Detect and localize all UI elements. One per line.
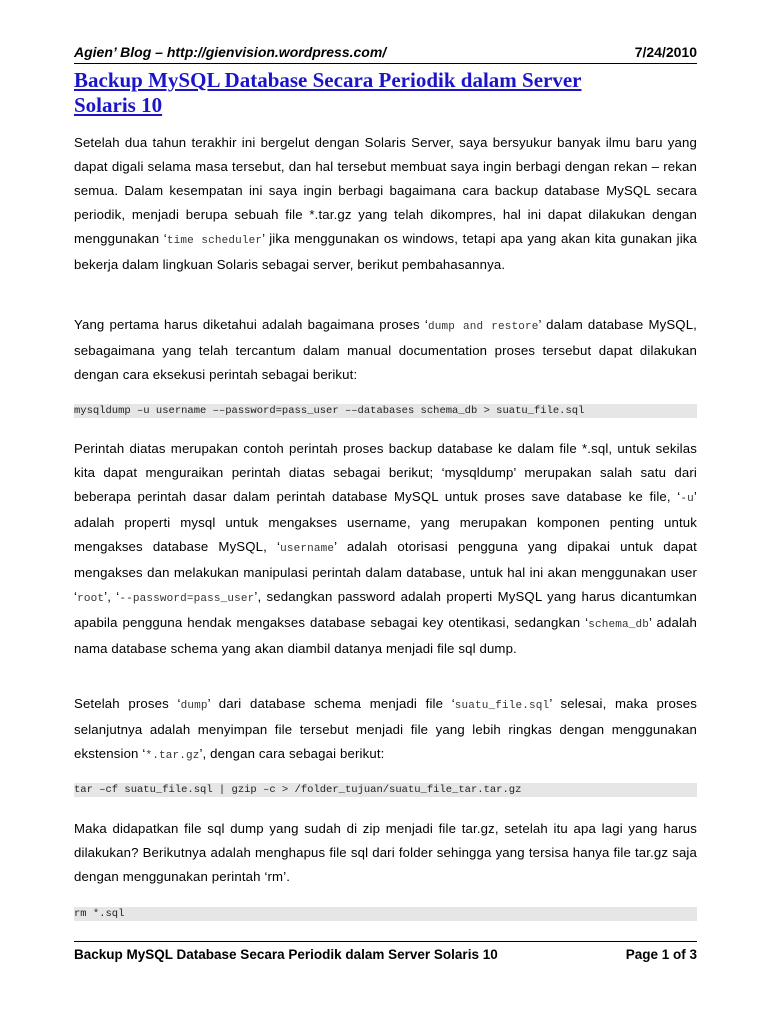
title-line-1[interactable]: Backup MySQL Database Secara Periodik dalam Server <box>74 68 582 92</box>
p3-text-c: ’ adalah otorisasi pengguna yang dipakai untuk dapat mengakses dan melakukan manipulasi perintah dalam database, untuk hal ini akan menggunakan user ‘ <box>74 539 697 604</box>
p3-text-b: ’ adalah properti mysql untuk mengakses username, yang merupakan komponen penting untuk mengakses database MySQL, ‘ <box>74 489 697 554</box>
header-date: 7/24/2010 <box>634 44 697 60</box>
p2-code-dump-restore: dump and restore <box>427 321 539 333</box>
p1-text-a: Setelah dua tahun terakhir ini bergelut dengan Solaris Server, saya bersyukur banyak ilmu baru yang dapat digali selama masa tersebut, dan hal tersebut membuat saya ingin berbagi dengan rekan – rekan semua. Dalam kesempatan ini saya ingin berbagi bagaimana cara backup database MySQL secara periodik, menjadi berupa sebuah file *.tar.gz yang telah dikompres, hal ini dapat dilakukan dengan menggunakan ‘ <box>74 135 697 246</box>
code-block-mysqldump: mysqldump –u username ––password=pass_user ––databases schema_db > suatu_file.sql <box>74 404 697 418</box>
paragraph-intro <box>74 131 697 277</box>
p4-text-c: ’ selesai, maka proses selanjutnya adalah menyimpan file tersebut menjadi file yang lebih ringkas dengan menggunakan ekstension ‘ <box>74 696 697 761</box>
header-rule <box>74 63 697 64</box>
p3-text-f: ’ adalah nama database schema yang akan diambil datanya menjadi file sql dump. <box>74 615 697 656</box>
p3-text-d: ’, ‘ <box>104 589 120 604</box>
page-header <box>74 44 697 61</box>
p3-text-e: ’, sedangkan password adalah properti MySQL yang harus dicantumkan apabila pengguna hendak mengakses database sebagai key otentikasi, sedangkan ‘ <box>74 589 697 630</box>
p4-text-a: Setelah proses ‘ <box>74 696 181 711</box>
page-number: Page 1 of 3 <box>625 947 697 962</box>
p3-code-username: username <box>280 543 335 555</box>
code-block-rm: rm *.sql <box>74 907 697 921</box>
paragraph-compress <box>74 692 697 768</box>
p4-code-tar-gz: *.tar.gz <box>145 750 200 762</box>
p4-text-d: ’, dengan cara sebagai berikut: <box>199 746 385 761</box>
footer-title: Backup MySQL Database Secara Periodik dalam Server Solaris 10 <box>74 947 498 962</box>
p1-text-b: ’ jika menggunakan os windows, tetapi apa yang akan kita gunakan jika bekerja dalam lingkuan Solaris sebagai server, berikut pembahasannya. <box>74 231 697 272</box>
p1-code-time-scheduler: time scheduler <box>166 235 263 247</box>
blog-header-text: Agien’ Blog – http://gienvision.wordpress.com/ <box>74 44 387 60</box>
p3-code-root: root <box>77 593 105 605</box>
paragraph-dump-restore <box>74 313 697 387</box>
p3-code-schema-db: schema_db <box>588 619 649 631</box>
p2-text-a: Yang pertama harus diketahui adalah bagaimana proses ‘ <box>74 317 428 332</box>
p3-code-u: -u <box>680 493 694 505</box>
p3-code-password: --password=pass_user <box>119 593 255 605</box>
paragraph-command-explanation <box>74 437 697 661</box>
p3-text-a: Perintah diatas merupakan contoh perintah proses backup database ke dalam file *.sql, untuk sekilas kita dapat menguraikan perintah diatas sebagai berikut; ‘mysqldump’ merupakan salah satu dari beberapa perintah dasar dalam perintah database MySQL untuk proses save database ke file, ‘ <box>74 441 697 504</box>
paragraph-remove-sql: Maka didapatkan file sql dump yang sudah di zip menjadi file tar.gz, setelah itu apa lagi yang harus dilakukan? Berikutnya adalah menghapus file sql dari folder sehingga yang tersisa hanya file tar.gz saja dengan menggunakan perintah ‘rm’. <box>74 821 697 884</box>
p2-text-b: ’ dalam database MySQL, sebagaimana yang telah tercantum dalam manual documentation proses tersebut dapat dilakukan dengan cara eksekusi perintah sebagai berikut: <box>74 317 697 382</box>
p4-text-b: ’ dari database schema menjadi file ‘ <box>207 696 455 711</box>
p4-code-dump: dump <box>180 700 208 712</box>
code-block-tar-gzip: tar –cf suatu_file.sql | gzip –c > /folder_tujuan/suatu_file_tar.tar.gz <box>74 783 697 797</box>
page-footer <box>74 946 697 963</box>
article-title[interactable] <box>74 68 697 118</box>
title-line-2[interactable]: Solaris 10 <box>74 93 163 117</box>
p4-code-suatu-file: suatu_file.sql <box>454 700 550 712</box>
footer-rule <box>74 941 697 942</box>
